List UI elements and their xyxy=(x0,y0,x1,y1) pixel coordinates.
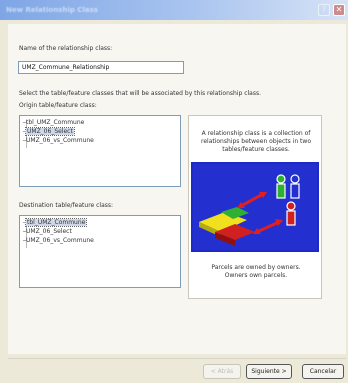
relationship-illustration xyxy=(191,162,319,252)
caption-line-1: Parcels are owned by owners. xyxy=(211,264,301,271)
close-button[interactable]: ✕ xyxy=(333,4,345,16)
destination-item[interactable]: UMZ_06_vs_Commune xyxy=(26,237,94,244)
destination-item-selected[interactable]: tbl_UMZ_Commune xyxy=(27,219,86,226)
next-button[interactable]: Siguiente > xyxy=(246,364,292,379)
origin-item-selected[interactable]: UMZ_06_Select xyxy=(27,128,73,135)
owner-green xyxy=(277,175,285,198)
origin-listbox[interactable] xyxy=(19,115,181,187)
caption-line-2: Owners own parcels. xyxy=(224,272,288,279)
back-button[interactable]: < Atrás xyxy=(203,364,241,379)
destination-item[interactable]: UMZ_06_Select xyxy=(26,228,72,235)
destination-listbox[interactable] xyxy=(19,215,181,288)
cancel-button[interactable]: Cancelar xyxy=(302,364,344,379)
info-panel xyxy=(188,115,322,299)
owner-red xyxy=(287,202,295,225)
title-bar[interactable] xyxy=(0,0,348,20)
origin-item[interactable]: tbl_UMZ_Commune xyxy=(26,119,85,126)
footer-divider xyxy=(8,358,346,359)
select-instruction: Select the table/feature classes that will be associated by this relationship class. xyxy=(19,90,261,97)
relationship-name-input[interactable]: UMZ_Commune_Relationship xyxy=(18,61,184,74)
help-button[interactable]: ? xyxy=(318,4,330,16)
illustration-caption xyxy=(197,264,315,280)
destination-label: Destination table/feature class: xyxy=(19,202,114,209)
name-label: Name of the relationship class: xyxy=(19,45,113,52)
origin-label: Origin table/feature class: xyxy=(19,102,97,109)
window-title: New Relationship Class xyxy=(6,6,98,14)
relationship-description: A relationship class is a collection of relationships between objects in two tables/feature classes. xyxy=(201,130,311,153)
origin-item[interactable]: UMZ_06_vs_Commune xyxy=(26,137,94,144)
